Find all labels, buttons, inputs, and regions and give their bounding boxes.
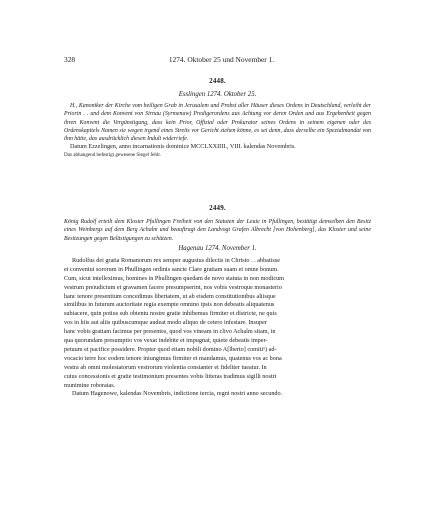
document-number: 2449. (209, 204, 226, 212)
text-line: munimine roboratas. (64, 381, 116, 389)
page-number: 328 (64, 55, 76, 64)
charter-text (64, 257, 371, 400)
text-line: vestra ab omni molestatorum vestrorum violentia constanter et fideliter tueatur. In (64, 363, 267, 371)
regest: König Rudolf erteilt dem Kloster Pfullingen Freiheit von den Statuten der Leute in Pfullingen, bestätigt demselben den Besitz eines Weinbergs auf dem Berg Achalm und beauftragt den Landvogt Grafen Albrecht [von Hohenberg], das Kloster und seine Besitzungen gegen Belästigungen zu schützen. (64, 219, 371, 242)
running-title (0, 55, 427, 64)
text-line: cuius concessionis et gratie testimonium presentes vobis litteras tradimus sigilli nostri (64, 372, 277, 380)
dating-clause: Datum Hagenowe, kalendas Novembris, indictione tercia, regni nostri anno secundo. (72, 390, 283, 398)
text-line: vocacio terre hoc eodem tenore iniungimus firmiter et mandamus, quatenus vos ac bona (64, 354, 282, 362)
document-2448 (64, 77, 371, 159)
text-line: Rudolfus dei gratia Romanorum rex semper augustus dilectis in Christo . . abbatisse (72, 256, 280, 264)
regest: H., Kanoniker der Kirche vom heiligen Grab in Jerusalem und Probst aller Häuser dieses Ordens in Deutschland, verleiht der Priorin . . und dem Konvent von Sirnau (Syrmenaw) Predigerordens aus Achtung vor deren Orden und aus Ergebenheit gegen ihren Konvent die Vergünstigung, dass kein Prior, Offizial oder Prokurator seines Ordens in seinem eigenen oder des Ordenskapitels Namen sie wegen irgend eines Streits vor Gericht ziehen könne, es sei denn, dass derselbe ein Spezialmandat von ihm hätte, das ausdrücklich diesen Indult widerriefe. (64, 103, 371, 143)
running-title-text: 1274. Oktober 25 und November 1. (168, 55, 275, 64)
text-line: hanc vobis gratiam facimus per presentes, quod vos vineam in clivo Achalm sitam, in (64, 328, 276, 336)
seal-note: Das abhangend befestigt gewesene Siegel fehlt. (64, 151, 162, 158)
text-line: vos in hiis aut aliis quibuscumque audeat modo aliquo de cetero infestare. Insuper (64, 319, 267, 327)
text-line: Cum, sicut intelleximus, homines in Phullingen quedam de novo statuta in non modicum (64, 274, 284, 282)
text-line: petuum et pacifice possidere. Propter quod etiam nobili domino A[lberto] comiti¹) ad- (64, 345, 277, 353)
text-line: qua quorundam presumptio vos vexat indebite et impugnat, quiete debeatis imper- (64, 337, 268, 345)
text-line: vestrum preiudicium et gravamen facere presumpserint, nos vobis vestroque monasterio (64, 283, 282, 291)
text-line: subiacere, quin potius sub obtentu nostre gratie inhibemus firmiter et districte, ne quis (64, 310, 277, 318)
text-line: et conventui sororum in Phullingen ordinis sancte Clare gratiam suam et omne bonum. (64, 265, 279, 273)
place-date: Hagenau 1274. November 1. (178, 244, 257, 252)
dating-clause: Datum Ezzelingen, anno incarnationis dominice MCCLXXIIII., VIII. kalendas Novembris. (70, 143, 296, 151)
text-line: similibus in futurum auctoritate regia exempte omnino ipsis non debeatis aliquatenus (64, 301, 275, 309)
document-2449 (64, 204, 371, 399)
document-number: 2448. (209, 77, 226, 85)
place-date: Esslingen 1274. Oktober 25. (178, 91, 257, 98)
text-line: hanc tenore presentium concedimus libertatem, ut ab eisdem constitutionibus aliisque (64, 292, 276, 300)
